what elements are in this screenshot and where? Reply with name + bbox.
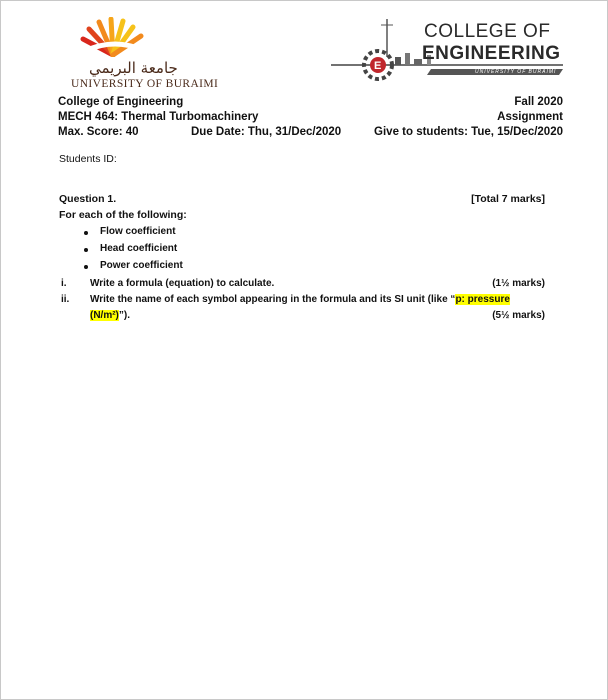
- item-marks: (1½ marks): [492, 278, 545, 289]
- item-marks: (5½ marks): [492, 310, 545, 321]
- sunburst-logo-icon: [75, 17, 155, 57]
- item-text: Write the name of each symbol appearing in the formula and its SI unit (like “p: pressure: [90, 294, 510, 305]
- max-score: Max. Score: 40: [58, 126, 139, 138]
- give-date: Give to students: Tue, 15/Dec/2020: [374, 126, 563, 138]
- question-title: Question 1.: [59, 193, 117, 205]
- document-type: Assignment: [497, 111, 563, 123]
- highlighted-example: p: pressure: [455, 294, 510, 305]
- college-logo-sub: UNIVERSITY OF BURAIMI: [475, 69, 557, 75]
- college-logo-line1: COLLEGE OF: [424, 21, 551, 42]
- university-name-arabic: جامعة البريمي: [89, 59, 178, 77]
- list-item: Head coefficient: [100, 243, 178, 254]
- list-item: Flow coefficient: [100, 226, 176, 237]
- course-title: MECH 464: Thermal Turbomachinery: [58, 111, 259, 123]
- list-item: Power coefficient: [100, 260, 183, 271]
- bullet-dot-icon: [84, 248, 88, 252]
- question-intro: For each of the following:: [59, 209, 187, 221]
- college-name: College of Engineering: [58, 96, 184, 108]
- item-text-continued: (N/m²)”).: [90, 310, 130, 321]
- due-date: Due Date: Thu, 31/Dec/2020: [191, 126, 342, 138]
- item-number: i.: [61, 278, 67, 289]
- university-name-english: UNIVERSITY OF BURAIMI: [71, 78, 219, 90]
- bullet-dot-icon: [84, 231, 88, 235]
- term: Fall 2020: [514, 96, 563, 108]
- highlighted-unit: (N/m²): [90, 310, 119, 321]
- students-id-label: Students ID:: [59, 153, 117, 165]
- question-total-marks: [Total 7 marks]: [471, 193, 545, 205]
- item-text: Write a formula (equation) to calculate.: [90, 278, 275, 289]
- bullet-dot-icon: [84, 265, 88, 269]
- svg-text:E: E: [374, 60, 382, 72]
- item-number: ii.: [61, 294, 70, 305]
- college-logo-line2: ENGINEERING: [422, 43, 561, 64]
